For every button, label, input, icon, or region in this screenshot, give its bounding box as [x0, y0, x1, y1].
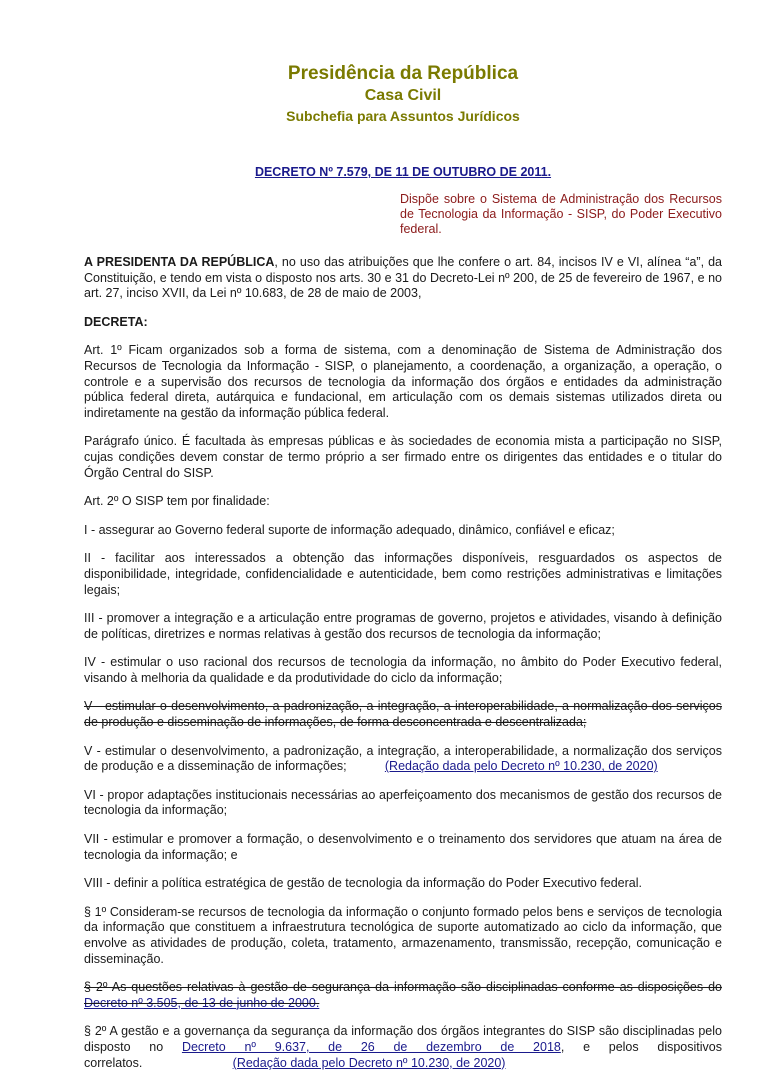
paragraph-2-revoked	[84, 980, 722, 1011]
decree-title-link[interactable]: DECRETO Nº 7.579, DE 11 DE OUTUBRO DE 2011.	[254, 165, 552, 179]
article-1: Art. 1º Ficam organizados sob a forma de sistema, com a denominação de Sistema de Administração dos Recursos de Tecnologia da Informação - SISP, o planejamento, a coordenação, a organização, a operação, o controle e a supervisão dos recursos de tecnologia da informação dos órgãos e entidades da administração pública federal direta, autárquica e fundacional, em articulação com os demais sistemas utilizados direta ou indiretamente na gestão da informação pública federal.	[84, 343, 722, 420]
inciso-vii: VII - estimular e promover a formação, o desenvolvimento e o treinamento dos servidores que atuam na área de tecnologia da informação; e	[84, 832, 722, 862]
header-presidency: Presidência da República	[287, 63, 519, 84]
paragraph-2	[84, 1024, 722, 1071]
preamble-text: , no uso das atribuições que lhe confere o art. 84, incisos IV e VI, alínea “a”, da Constituição, e tendo em vista o disposto nos arts. 30 e 31 do Decreto-Lei nº 200, de 25 de fevereiro de 1967, e no art. 27, inciso XVII, da Lei nº 10.683, de 28 de maio de 2003,	[84, 255, 722, 301]
header-casa-civil: Casa Civil	[364, 87, 442, 104]
inciso-v	[84, 744, 722, 775]
inciso-ii: II - facilitar aos interessados a obtenção das informações disponíveis, resguardados os aspectos de disponibilidade, integridade, confidencialidade e autenticidade, bem como restrições administrativas e limitações legais;	[84, 551, 722, 597]
paragrafo-unico: Parágrafo único. É facultada às empresas públicas e às sociedades de economia mista a participação no SISP, cujas condições devem constar de termo próprio a ser firmado entre os dirigentes das entidades e o titular do Órgão Central do SISP.	[84, 434, 722, 480]
preamble-lead: A PRESIDENTA DA REPÚBLICA	[84, 255, 275, 269]
inciso-iii: III - promover a integração e a articulação entre programas de governo, projetos e atividades, visando à definição de políticas, diretrizes e normas relativas à gestão dos recursos de tecnologia da informação;	[84, 611, 722, 641]
decree-3505-link[interactable]: Decreto nº 3.505, de 13 de junho de 2000.	[84, 995, 320, 1010]
inciso-i: I - assegurar ao Governo federal suporte de informação adequado, dinâmico, confiável e eficaz;	[84, 522, 615, 537]
paragraph-2-text-a: § 2º A gestão e a governança da segurança da informação dos órgãos integrantes do SISP são disciplinadas pelo disposto no	[84, 1024, 722, 1054]
paragraph-2-revoked-text: § 2º As questões relativas à gestão de segurança da informação são disciplinadas conforme as disposições do	[84, 980, 722, 995]
paragraph-2-amendment-link[interactable]: (Redação dada pelo Decreto nº 10.230, de 2020)	[232, 1055, 506, 1070]
paragraph-1: § 1º Consideram-se recursos de tecnologia da informação o conjunto formado pelos bens e serviços de tecnologia da informação que constituem a infraestrutura tecnológica de suporte automatizado ao ciclo da informação, que envolve as atividades de produção, coleta, tratamento, armazenamento, transmissão, recepção, comunicação e disseminação.	[84, 904, 722, 966]
decree-title	[84, 164, 722, 180]
decreta-heading: DECRETA:	[84, 314, 148, 329]
article-2: Art. 2º O SISP tem por finalidade:	[84, 494, 270, 509]
inciso-vi: VI - propor adaptações institucionais necessárias ao aperfeiçoamento dos mecanismos de gestão dos recursos de tecnologia da informação;	[84, 787, 722, 818]
document-page	[84, 62, 722, 1071]
inciso-v-text: V - estimular o desenvolvimento, a padronização, a integração, a interoperabilidade, a normalização dos serviços de produção e a disseminação de informações;	[84, 743, 722, 774]
inciso-viii: VIII - definir a política estratégica de gestão de tecnologia da informação do Poder Executivo federal.	[84, 876, 642, 891]
decree-9637-link[interactable]: Decreto nº 9.637, de 26 de dezembro de 2018	[181, 1039, 561, 1054]
inciso-iv: IV - estimular o uso racional dos recursos de tecnologia da informação, no âmbito do Poder Executivo federal, visando à melhoria da qualidade e da produtividade do ciclo da informação;	[84, 655, 722, 685]
paragraph-2-text-b: , e pelos dispositivos correlatos.	[84, 1039, 722, 1070]
document-header	[84, 62, 722, 126]
preamble	[84, 255, 722, 302]
decree-ementa: Dispõe sobre o Sistema de Administração dos Recursos de Tecnologia da Informação - SISP, do Poder Executivo federal.	[400, 192, 722, 236]
inciso-v-revoked: V - estimular o desenvolvimento, a padronização, a integração, a interoperabilidade, a normalização dos serviços de produção e disseminação de informações, de forma desconcentrada e descentralizada;	[84, 699, 722, 730]
header-subchefia: Subchefia para Assuntos Jurídicos	[286, 108, 520, 124]
inciso-v-amendment-link[interactable]: (Redação dada pelo Decreto nº 10.230, de 2020)	[384, 759, 658, 774]
